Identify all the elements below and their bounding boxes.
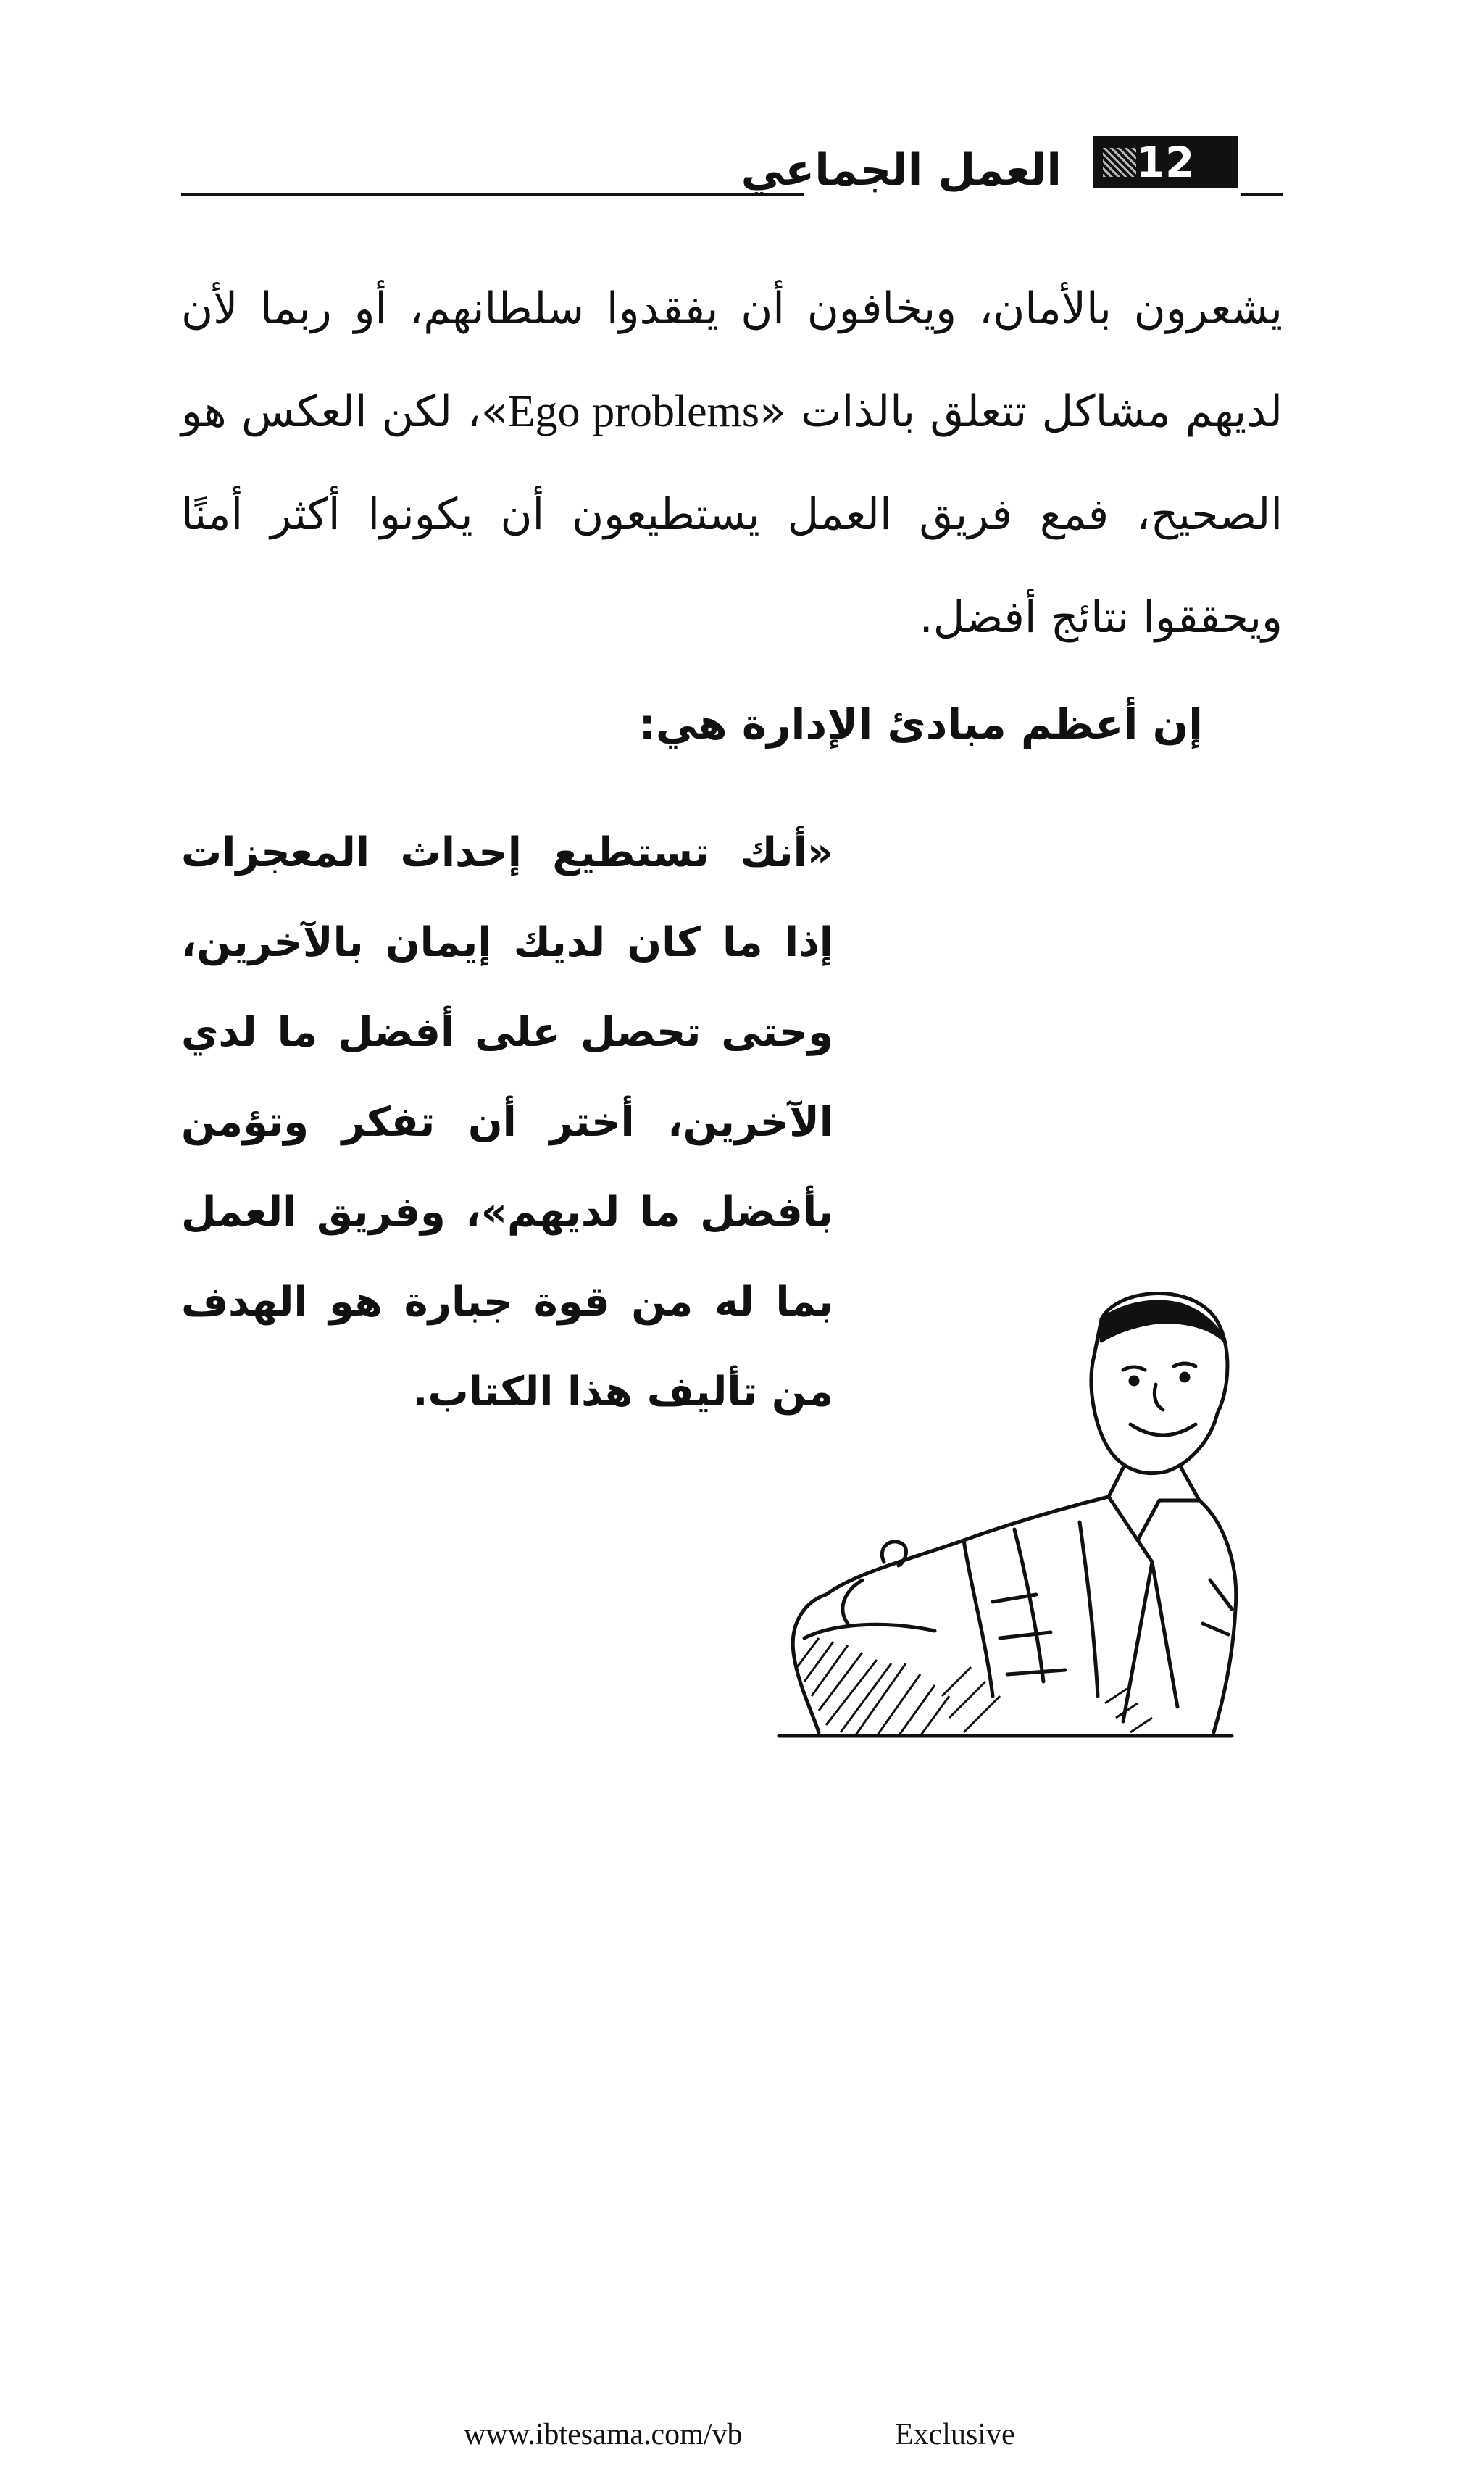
paragraph-text-end: »، لكن العكس هو الصحيح، فمع فريق العمل يستطيعون أن يكونوا أكثر أمنًا ويحققوا نتائج أفضل. <box>181 386 1283 643</box>
principle-heading: إن أعظم مبادئ الإدارة هي: <box>638 699 1203 749</box>
header-rule <box>181 193 804 196</box>
page-header <box>181 130 1283 210</box>
page-number: 12 <box>1135 138 1195 187</box>
smiling-man-sketch-icon <box>775 1261 1239 1740</box>
chapter-title: العمل الجماعي <box>741 145 1062 196</box>
paragraph-latin-term: Ego problems <box>507 387 760 436</box>
paragraph-text-start: يشعرون بالأمان، ويخافون أن يفقدوا سلطانهم، أو ربما لأن لديهم مشاكل تتعلق بالذات « <box>181 283 1283 437</box>
footer-url: www.ibtesama.com/vb <box>464 2418 743 2451</box>
page-number-badge <box>1093 136 1238 188</box>
body-paragraph <box>181 257 1283 669</box>
page-footer <box>464 2418 1116 2468</box>
header-rule-end <box>1241 193 1283 196</box>
badge-texture <box>1103 148 1136 177</box>
quote-block: «أنك تستطيع إحداث المعجزات إذا ما كان لديك إيمان بالآخرين، وحتى تحصل على أفضل ما لدي الآخرين، أختر أن تفكر وتؤمن بأفضل ما لديهم»، وفريق العمل بما له من قوة جبارة هو الهدف من تأليف هذا الكتاب. <box>181 829 833 1416</box>
footer-tag: Exclusive <box>895 2418 1015 2451</box>
